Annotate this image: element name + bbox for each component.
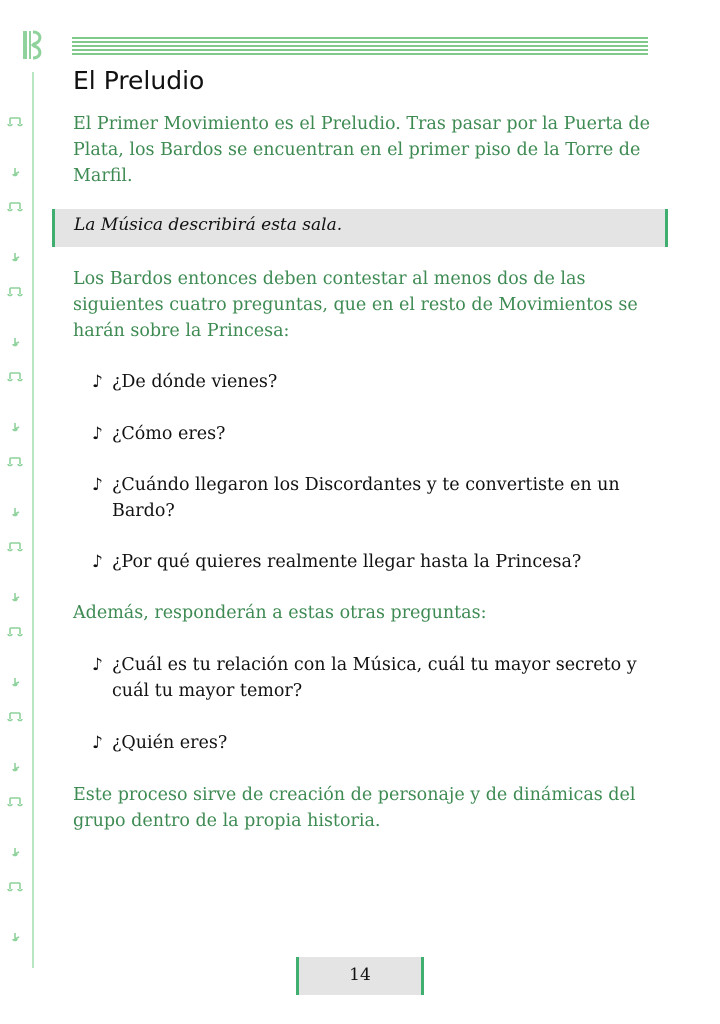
music-note-icon: ♪ [92, 475, 103, 495]
alto-clef-icon [22, 30, 46, 60]
music-note-icon: ♪ [92, 552, 103, 572]
music-note-icon: ♪ [92, 733, 103, 753]
questions-intro-paragraph: Los Bardos entonces deben contestar al menos dos de las siguientes cuatro preguntas, que en el resto de Movimientos se harán sobre la Princesa: [73, 269, 638, 341]
music-note-icon: ♪ [92, 424, 103, 444]
staff-lines [72, 37, 648, 57]
question-text: ¿Cuándo llegaron los Discordantes y te convertiste en un Bardo? [112, 475, 620, 521]
question-text: ¿Quién eres? [112, 733, 228, 753]
margin-notes-decoration [6, 110, 26, 970]
question-text: ¿De dónde vienes? [112, 372, 278, 392]
question-item [92, 421, 652, 447]
music-note-icon: ♪ [92, 372, 103, 392]
music-note-icon: ♪ [92, 655, 103, 675]
question-text: ¿Cuál es tu relación con la Música, cuál tu mayor secreto y cuál tu mayor temor? [112, 655, 637, 701]
extra-questions-intro: Además, responderán a estas otras preguntas: [73, 603, 487, 623]
callout-box [52, 209, 668, 247]
page-title: El Preludio [73, 66, 205, 95]
page-number: 14 [296, 957, 424, 995]
question-item [92, 472, 652, 524]
question-item [92, 369, 652, 395]
margin-line [32, 72, 34, 968]
extra-question-item [92, 730, 652, 756]
question-item [92, 549, 652, 575]
closing-paragraph: Este proceso sirve de creación de personaje y de dinámicas del grupo dentro de la propia historia. [73, 785, 636, 831]
intro-paragraph: El Primer Movimiento es el Preludio. Tras pasar por la Puerta de Plata, los Bardos se encuentran en el primer piso de la Torre de Marfil. [73, 114, 650, 186]
callout-text: La Música describirá esta sala. [74, 215, 343, 235]
question-text: ¿Por qué quieres realmente llegar hasta la Princesa? [112, 552, 582, 572]
question-text: ¿Cómo eres? [112, 424, 226, 444]
extra-question-item [92, 652, 652, 704]
